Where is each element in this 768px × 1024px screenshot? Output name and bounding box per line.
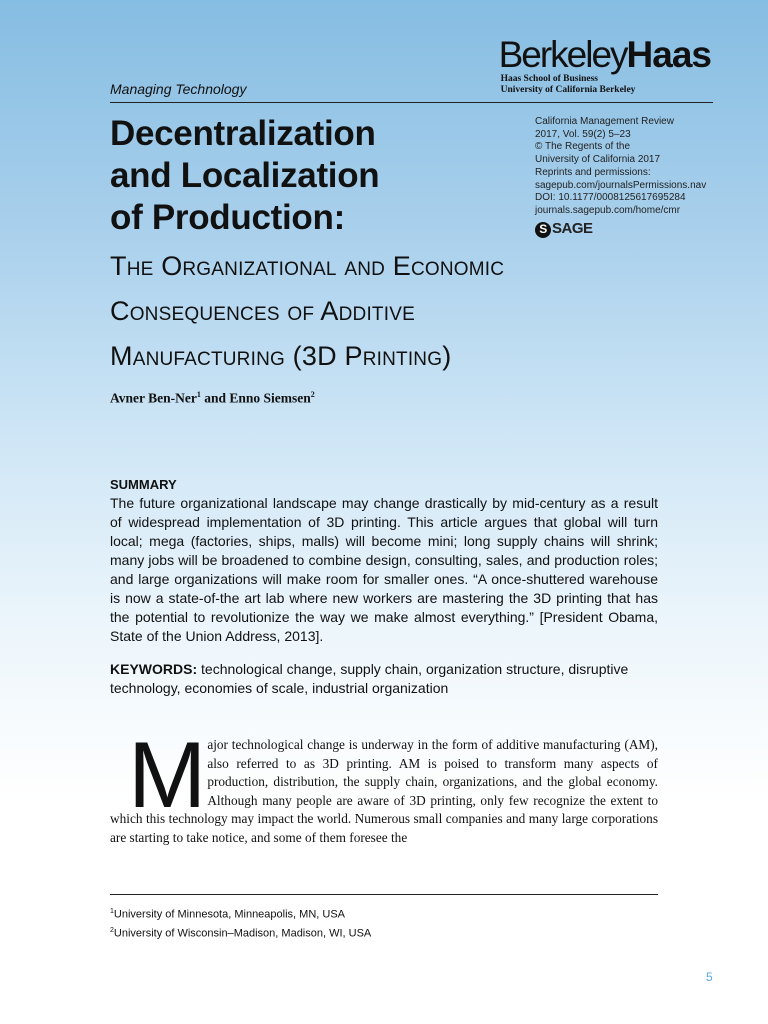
- header-divider: [110, 102, 713, 103]
- sage-icon: S: [535, 222, 551, 238]
- body-text: ajor technological change is underway in the form of additive manufacturing (AM), also referred to as 3D printing. AM is poised to transform many aspects of production, distribution, the supply chain, organizations, and the global economy. Although many people are aware of 3D printing, only few recognize the extent to which this technology may impact the world. Numerous small companies and many large corporations are starting to take notice, and some of them foresee the: [110, 737, 658, 845]
- subtitle-line: Consequences of Additive: [110, 296, 415, 326]
- meta-line: Reprints and permissions:: [535, 166, 651, 178]
- berkeley-haas-logo: [499, 36, 711, 96]
- footnote-divider: [110, 894, 658, 895]
- journal-meta: [535, 116, 706, 238]
- subtitle-line: The Organizational and Economic: [110, 251, 505, 281]
- author-affiliation-mark: 2: [310, 390, 315, 399]
- logo-subline-2: University of California Berkeley: [500, 85, 636, 95]
- keywords-label: KEYWORDS:: [110, 661, 198, 677]
- sage-logo: [535, 222, 706, 238]
- logo-subline-1: Haas School of Business: [500, 74, 598, 84]
- author-affiliation-mark: 1: [196, 390, 201, 399]
- meta-line: California Management Review: [535, 116, 674, 127]
- section-label: Managing Technology: [110, 81, 247, 97]
- author-name: Avner Ben-Ner: [110, 390, 197, 406]
- title-line: Decentralization: [110, 114, 376, 153]
- meta-line: DOI: 10.1177/0008125617695284: [535, 192, 686, 204]
- meta-line: sagepub.com/journalsPermissions.nav: [535, 179, 707, 191]
- footnotes: [110, 904, 371, 941]
- author-line: Avner Ben-Ner$^1$ and Enno Siemsen$^2$: [110, 390, 315, 406]
- meta-line: 2017, Vol. 59(2) 5–23: [535, 128, 631, 140]
- title-line: and Localization: [110, 156, 380, 195]
- article-title: [110, 113, 379, 239]
- meta-line: University of California 2017: [535, 154, 661, 166]
- keywords-text: technological change, supply chain, organization structure, disruptive technology, economies of scale, industrial organization: [110, 661, 629, 696]
- drop-cap: M: [128, 722, 203, 827]
- author-name: Enno Siemsen: [229, 390, 311, 406]
- meta-line: © The Regents of the: [535, 141, 631, 153]
- keywords: [110, 660, 658, 698]
- meta-line: journals.sagepub.com/home/cmr: [535, 204, 681, 216]
- footnote: $^2$University of Wisconsin–Madison, Madison, WI, USA: [110, 926, 372, 940]
- sage-wordmark: SAGE: [552, 220, 593, 238]
- footnote: $^1$University of Minnesota, Minneapolis, MN, USA: [110, 908, 345, 921]
- body-paragraph: [110, 722, 658, 847]
- page-number: 5: [706, 970, 713, 984]
- article-subtitle: [110, 244, 504, 379]
- summary-heading: SUMMARY: [110, 477, 177, 492]
- logo-wordmark: BerkeleyHaas: [498, 34, 711, 75]
- subtitle-line: Manufacturing (3D Printing): [110, 341, 452, 371]
- title-line: of Production:: [110, 198, 345, 237]
- summary-text: The future organizational landscape may change drastically by mid-century as a result of widespread implementation of 3D printing. This article argues that global will turn local; mega (factories, ships, malls) will become mini; long supply chains will shrink; many jobs will be broadened to combine design, consulting, sales, and production roles; and large organizations will make room for smaller ones. “A once-shuttered warehouse is now a state-of-the art lab where new workers are mastering the 3D printing that has the potential to revolutionize the way we make almost everything.” [President Obama, State of the Union Address, 2013].: [110, 495, 658, 644]
